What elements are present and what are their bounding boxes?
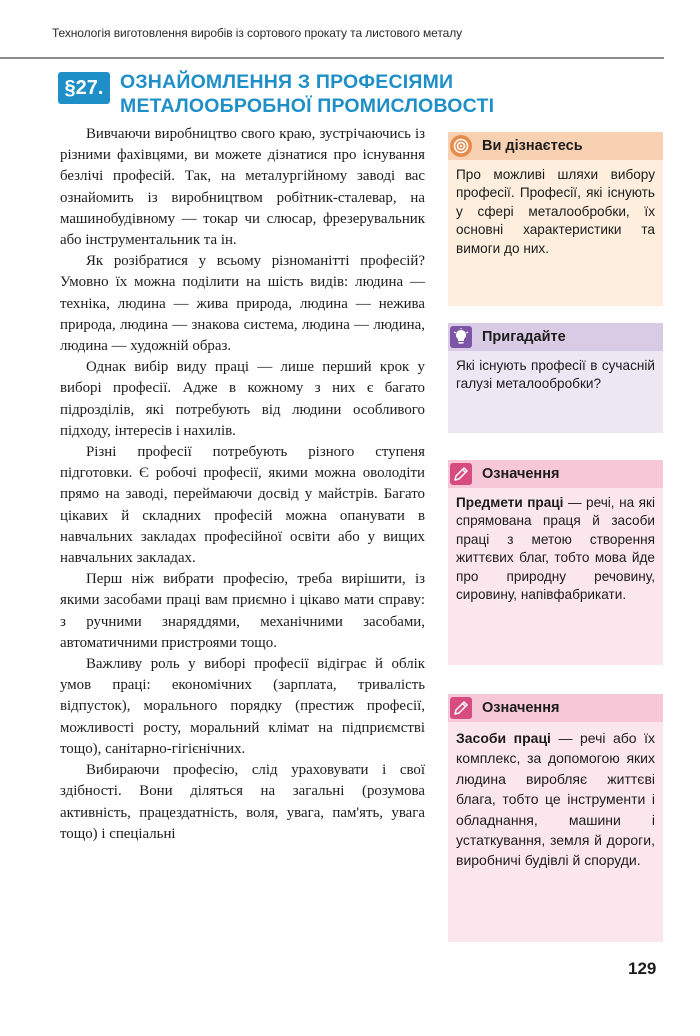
paragraph: Перш ніж вибрати професію, треба вирішити, із якими засобами праці вам приємно і цікаво мати справу: з ручними знаряддями, механічними засобами, автоматичними пристроями тощо. — [60, 571, 425, 651]
definition-text: — речі або їх комплекс, за допомогою яких людина виробляє життєві блага, тобто це інструменти і обладнання, машини і устаткування, земля й дороги, виробничі будівлі й споруди. — [456, 730, 655, 869]
pencil-icon — [450, 697, 472, 719]
recall-box-title: Пригадайте — [482, 329, 566, 345]
paragraph: Однак вибір виду праці — лише перший крок у виборі професії. Адже в кожному з них є багато підрозділів, які потребують від людини особливого підходу, інтересів і нахилів. — [60, 359, 425, 439]
recall-box-header — [448, 323, 663, 351]
definition-text: — речі, на які спрямована праця й засоби праці з метою створення життєвих благ, тобто мова йде про природну речовину, сировину, напівфабрикати. — [456, 495, 655, 603]
page-number: 129 — [628, 959, 657, 978]
header-rule — [0, 57, 664, 59]
learn-box-title: Ви дізнаєтесь — [482, 138, 583, 154]
definition-box-2 — [448, 694, 663, 942]
lightbulb-icon — [450, 326, 472, 348]
running-head: Технологія виготовлення виробів із сортового прокату та листового металу — [52, 26, 462, 40]
definition-term: Засоби праці — [456, 730, 551, 746]
paragraph: Вивчаючи виробництво свого краю, зустрічаючись із різними фахівцями, ви можете дізнатися про існування безлічі професій. Так, на металургійному заводі вас ознайомить із виробництвом робітник-сталевар, на машинобудівному — токар чи слюсар, фрезерувальник або інструментальник та ін. — [60, 126, 425, 249]
learn-box — [448, 132, 663, 306]
definition-box-1-text — [448, 488, 663, 665]
definition-box-2-text — [448, 722, 663, 942]
definition-term: Предмети праці — [456, 495, 564, 510]
paragraph: Важливу роль у виборі професії відіграє й облік умов праці: економічних (зарплата, тривалість відпусток), морального порядку (престиж професії, можливості росту, моральний клімат на підприємстві тощо), санітарно-гігієнічних. — [60, 656, 425, 757]
body-text — [60, 124, 425, 845]
pencil-icon — [450, 463, 472, 485]
paragraph: Як розібратися у всьому різноманітті професій? Умовно їх можна поділити на шість видів: людина — техніка, людина — жива природа, людина — нежива природа, людина — знакова система, людина — людина, людина — художній образ. — [60, 253, 425, 355]
section-title-line-1: ОЗНАЙОМЛЕННЯ З ПРОФЕСІЯМИ — [120, 71, 454, 93]
definition-box-2-title: Означення — [482, 700, 560, 716]
section-title-line-2: МЕТАЛООБРОБНОЇ ПРОМИСЛОВОСТІ — [120, 95, 495, 117]
definition-box-1-title: Означення — [482, 466, 560, 482]
target-icon — [450, 135, 472, 157]
learn-box-header — [448, 132, 663, 160]
definition-box-1-header — [448, 460, 663, 488]
recall-box — [448, 323, 663, 433]
learn-box-text: Про можливі шляхи вибору професії. Професії, які існують у сфері металообробки, їх основні характеристики та вимоги до них. — [448, 160, 663, 306]
section-number-badge: §27. — [58, 72, 110, 104]
paragraph: Різні професії потребують різного ступеня підготовки. Є робочі професії, якими можна оволодіти прямо на заводі, переймаючи досвід у майстрів. Багато цікавих й складних професій можна опанувати в навчальних закладах професійної освіти або у вищих навчальних закладах. — [60, 444, 425, 567]
paragraph: Вибираючи професію, слід ураховувати і свої здібності. Вони діляться на загальні (розумова активність, працездатність, воля, увага, пам'ять, увага тощо) і спеціальні — [60, 762, 425, 842]
definition-box-1 — [448, 460, 663, 665]
recall-box-text: Які існують професії в сучасній галузі металообробки? — [448, 351, 663, 433]
definition-box-2-header — [448, 694, 663, 722]
section-title — [120, 70, 520, 118]
